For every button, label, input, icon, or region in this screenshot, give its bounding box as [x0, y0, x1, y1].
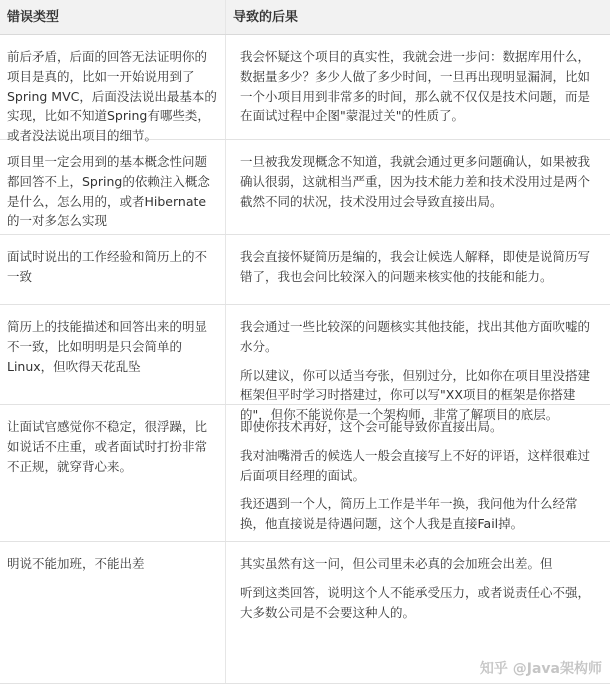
consequence-text: 即使你技术再好，这个会可能导致你直接出局。	[240, 419, 503, 434]
consequence-text: 我还遇到一个人，简历上工作是半年一换，我问他为什么经常换，他直接说是待遇问题，这个人我是直接Fail掉。	[240, 496, 578, 531]
consequence-text: 我会直接怀疑简历是编的，我会让候选人解释，即使是说简历写错了，我也会问比较深入的问题来核实他的技能和能力。	[240, 249, 591, 284]
error-type-cell: 明说不能加班，不能出差	[0, 542, 226, 683]
table-row	[0, 305, 610, 422]
table-row	[0, 140, 610, 235]
consequence-cell	[226, 35, 610, 139]
consequence-text: 我会通过一些比较深的问题核实其他技能，找出其他方面吹嘘的水分。	[240, 319, 591, 354]
consequence-cell	[226, 405, 610, 541]
header-consequence: 导致的后果	[233, 10, 299, 25]
error-type-cell: 项目里一定会用到的基本概念性问题都回答不上，Spring的依赖注入概念是什么，怎么用的，或者Hibernate的一对多怎么实现	[0, 140, 226, 234]
consequence-cell	[226, 542, 610, 683]
table-row	[0, 542, 610, 684]
consequence-text: 一旦被我发现概念不知道，我就会通过更多问题确认，如果被我确认很弱，这就相当严重，因为技术能力差和技术没用过是两个截然不同的状况，技术没用过会导致直接出局。	[240, 154, 591, 209]
header-error-type: 错误类型	[0, 0, 226, 34]
error-type-cell: 简历上的技能描述和回答出来的明显不一致，比如明明是只会简单的Linux，但吹得天花乱坠	[0, 305, 226, 404]
error-type-cell: 前后矛盾，后面的回答无法证明你的项目是真的，比如一开始说用到了Spring MVC，后面没法说出最基本的实现，比如不知道Spring有哪些类，或者没法说出项目的细节。	[0, 35, 226, 139]
consequence-text: 其实虽然有这一问，但公司里未必真的会加班会出差。但	[240, 556, 553, 571]
consequence-text: 我对油嘴滑舌的候选人一般会直接写上不好的评语，这样很难过后面项目经理的面试。	[240, 447, 591, 483]
table-row	[0, 235, 610, 305]
error-type-cell: 面试时说出的工作经验和简历上的不一致	[0, 235, 226, 304]
table-header	[0, 0, 610, 35]
consequence-text: 我会怀疑这个项目的真实性，我就会进一步问：数据库用什么，数据量多少？多少人做了多少时间，一旦再出现明显漏洞，比如一个小项目用到非常多的时间，那么就不仅仅是技术问题，而是在面试过程中企图"蒙混过关"的性质了。	[240, 49, 591, 124]
consequence-text: 所以建议，你可以适当夸张，但别过分，比如你在项目里没搭建框架但平时学习时搭建过，你可以写"XX项目的框架是你搭建的"，但你不能说你是一个架构师，非常了解项目的底层。	[240, 367, 591, 422]
consequence-cell	[226, 140, 610, 234]
table-row	[0, 35, 610, 143]
consequence-text: 听到这类回答，说明这个人不能承受压力，或者说责任心不强，大多数公司是不会要这种人的。	[240, 584, 591, 620]
consequence-cell	[226, 305, 610, 422]
watermark: 知乎 @Java架构师	[479, 660, 602, 677]
table-row	[0, 405, 610, 542]
consequence-cell	[226, 235, 610, 304]
error-type-cell: 让面试官感觉你不稳定，很浮躁，比如说话不庄重，或者面试时打扮非常不正规，就穿背心来。	[0, 405, 226, 541]
